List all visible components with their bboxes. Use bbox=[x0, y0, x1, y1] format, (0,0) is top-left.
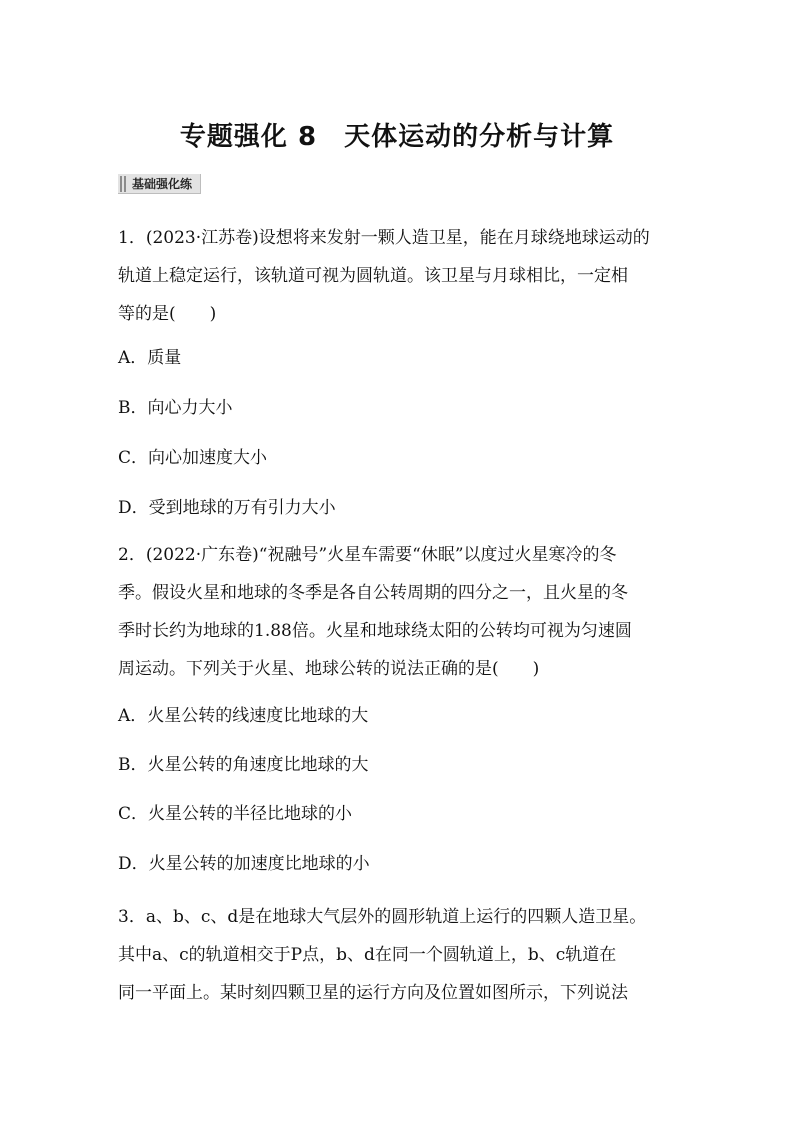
question-line: 同一平面上。某时刻四颗卫星的运行方向及位置如图所示，下列说法 bbox=[118, 983, 628, 1003]
question-2-stem bbox=[118, 536, 684, 688]
question-2-option-d: D．火星公转的加速度比地球的小 bbox=[118, 854, 370, 874]
question-1-option-a: A．质量 bbox=[118, 348, 182, 368]
section-tag-label: 基础强化练 bbox=[132, 177, 193, 191]
tag-bar bbox=[124, 176, 126, 192]
question-line: 等的是( ) bbox=[118, 304, 217, 324]
tag-bar bbox=[120, 176, 122, 192]
section-tag-bars bbox=[120, 176, 126, 192]
question-line: 季。假设火星和地球的冬季是各自公转周期的四分之一，且火星的冬 bbox=[118, 583, 628, 603]
question-1-option-d: D．受到地球的万有引力大小 bbox=[118, 498, 336, 518]
question-2-option-a: A．火星公转的线速度比地球的大 bbox=[118, 706, 369, 726]
section-tag bbox=[118, 174, 201, 194]
question-line: 轨道上稳定运行，该轨道可视为圆轨道。该卫星与月球相比，一定相 bbox=[118, 266, 628, 286]
question-3-stem bbox=[118, 898, 684, 1012]
question-2-option-b: B．火星公转的角速度比地球的大 bbox=[118, 755, 369, 775]
question-line: 季时长约为地球的1.88倍。火星和地球绕太阳的公转均可视为匀速圆 bbox=[118, 621, 632, 641]
question-1-stem bbox=[118, 219, 684, 333]
page-title: 专题强化 8 天体运动的分析与计算 bbox=[179, 122, 615, 152]
question-2-option-c: C．火星公转的半径比地球的小 bbox=[118, 804, 353, 824]
question-line: 周运动。下列关于火星、地球公转的说法正确的是( ) bbox=[118, 659, 540, 679]
question-1-option-c: C．向心加速度大小 bbox=[118, 448, 268, 468]
question-line: 1．(2023·江苏卷)设想将来发射一颗人造卫星，能在月球绕地球运动的 bbox=[118, 228, 650, 248]
question-line: 3．a、b、c、d是在地球大气层外的圆形轨道上运行的四颗人造卫星。 bbox=[118, 907, 647, 927]
question-line: 其中a、c的轨道相交于P点，b、d在同一个圆轨道上，b、c轨道在 bbox=[118, 945, 617, 965]
question-line: 2．(2022·广东卷)“祝融号”火星车需要“休眠”以度过火星寒冷的冬 bbox=[118, 545, 617, 565]
question-1-option-b: B．向心力大小 bbox=[118, 398, 233, 418]
